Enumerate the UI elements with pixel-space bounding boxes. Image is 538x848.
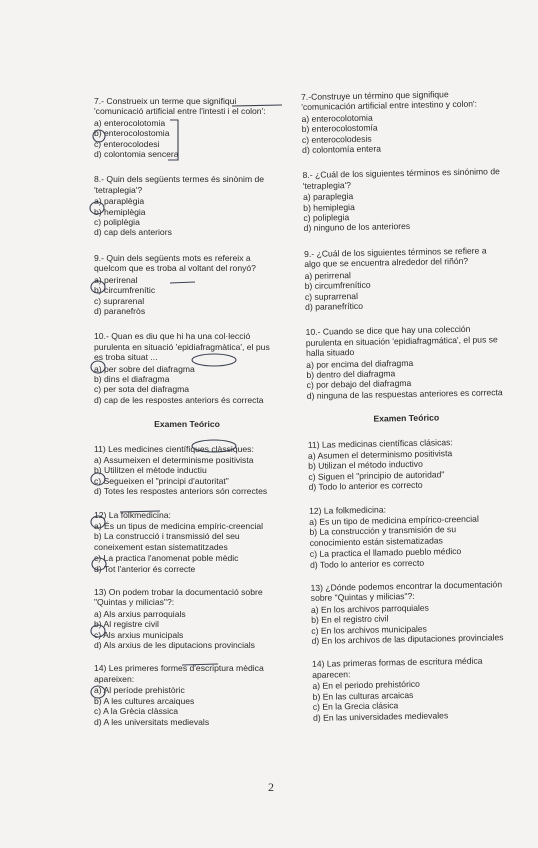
option-b: b) En las culturas arcaicas [312, 689, 414, 702]
option-a: a) per sobre del diafragma [94, 363, 195, 374]
question-text: 11) Les medicines científiques clàssiques: [94, 443, 254, 454]
option-d: d) Todo lo anterior es correcto [308, 479, 423, 493]
option-d: d) paranefrítico [305, 300, 364, 312]
option-c: c) Segueixen el "principi d'autoritat" [94, 475, 229, 486]
option-b: b) enterocolostomía [301, 122, 378, 135]
option-d: d) colontomía entera [302, 143, 382, 156]
option-a: a) enterocolotomia [301, 112, 373, 124]
option-a: a) Al període prehistòric [94, 685, 185, 696]
question-11 [308, 436, 507, 493]
question-text: 9.- ¿Cuál de los siguientes términos se refiere a algo que se encuentra alrededor del riñón? [304, 245, 487, 270]
option-d: d) A les universitats medievals [94, 716, 210, 727]
question-text: 7.-Construye un término que signifique 'comunicación artificial entre intestino y colon': [301, 89, 478, 113]
question-14 [312, 656, 511, 723]
option-a: a) por encima del diafragma [306, 357, 414, 370]
option-b: b) Utilizan el método inductivo [308, 459, 423, 472]
option-d: d) cap dels anteriors [94, 227, 172, 238]
option-a: a) enterocolotomia [94, 117, 166, 128]
question-12 [309, 502, 508, 570]
option-a: a) És un tipus de medicina empíric-creencial [94, 521, 264, 531]
option-c: c) Siguen el "principio de autoridad" [308, 469, 445, 482]
question-text: 10.- Quan es diu que hi ha una col·lecció purulenta en situació 'epidiafragmàtica', el pus es troba situat ... [94, 331, 270, 363]
option-a: a) En los archivos parroquiales [310, 602, 429, 615]
spanish-column [301, 88, 511, 723]
option-b: b) Al registre civil [94, 619, 159, 630]
question-text: 10.- Cuando se dice que hay una colección purulenta en situación 'epidiafragmática', el pus se halla situado [305, 324, 498, 359]
question-14 [94, 663, 280, 726]
option-b: b) circumfrenítico [304, 279, 371, 292]
question-text: 12) La folkmedicina: [94, 509, 171, 520]
option-c: c) por debajo del diafragma [306, 378, 412, 391]
option-d: d) En las universidades medievales [312, 709, 449, 723]
option-a: a) paraplegia [302, 191, 354, 203]
question-text: 8.- Quin dels següents termes és sinònim de 'tetraplegia'? [94, 174, 265, 195]
option-b: b) En el registro civil [311, 613, 389, 626]
option-b: b) dins el diafragma [94, 373, 170, 384]
option-d: d) cap de les respostes anteriors és correcta [94, 394, 264, 405]
catalan-column [94, 96, 280, 727]
question-13 [94, 587, 280, 650]
page-number: 2 [268, 780, 274, 794]
option-a: a) paraplègia [94, 196, 145, 207]
question-text: 7.- Construeix un terme que signifiqui 'comunicació artificial entre l'intesti i el colon': [94, 96, 266, 117]
option-c: c) enterocolodesis [301, 133, 372, 145]
option-b: b) La construcció i transmissió del seu coneixement estan sistematitzades [94, 531, 240, 552]
option-a: a) Es un tipo de medicina empírico-creencial [309, 513, 479, 527]
question-text: 13) ¿Dónde podemos encontrar la documentación sobre "Quintas y milicias"?: [310, 579, 503, 604]
option-c: c) poliplegia [303, 212, 350, 224]
question-text: 11) Las medicinas científicas clásicas: [307, 436, 453, 450]
option-b: b) hemiplègia [94, 206, 146, 217]
option-a: a) perirenal [94, 274, 138, 285]
option-d: d) Totes les respostes anteriors són correctes [94, 486, 268, 497]
option-c: c) A la Grècia clàssica [94, 706, 179, 717]
option-a: a) perirrenal [304, 269, 351, 281]
option-b: b) hemiplegia [303, 201, 355, 213]
option-c: c) poliplègia [94, 217, 140, 228]
option-d: d) Tot l'anterior és correcte [94, 563, 196, 574]
option-d: d) ninguno de los anteriores [303, 221, 411, 234]
option-d: d) Als arxius de les diputacions provincials [94, 640, 255, 651]
question-13 [310, 579, 509, 646]
question-text: 12) La folkmedicina: [308, 504, 387, 516]
option-b: b) A les cultures arcaiques [94, 695, 195, 706]
question-10 [306, 323, 505, 401]
option-c: c) La practica l'anomenat poble mèdic [94, 553, 239, 564]
question-8 [303, 167, 502, 234]
question-7 [94, 96, 280, 159]
question-8 [94, 174, 280, 237]
option-d: d) En los archivos de las diputaciones provinciales [311, 632, 504, 646]
option-d: d) Todo lo anterior es correcto [309, 557, 425, 570]
option-c: c) enterocolodesi [94, 138, 160, 149]
option-c: c) per sota del diafragma [94, 384, 190, 395]
question-7 [301, 88, 500, 155]
option-b: b) circumfrenític [94, 285, 156, 296]
option-d: d) ninguna de las respuestas anteriores es correcta [306, 386, 503, 401]
option-c: c) La practica el llamado pueblo médico [309, 546, 462, 560]
option-b: b) dentro del diafragma [306, 368, 396, 380]
option-b: b) La construcción y transmisión de su conocimiento están sistematizadas [309, 524, 457, 548]
question-9 [94, 253, 280, 316]
option-c: c) Als arxius municipals [94, 629, 184, 640]
question-text: 13) On podem trobar la documentació sobre "Quintas y milicias"?: [94, 587, 263, 608]
option-c: c) suprarrenal [304, 290, 359, 302]
question-text: 8.- ¿Cuál de los siguientes términos es sinónimo de 'tetraplegia'? [302, 166, 500, 191]
option-d: d) paranefròs [94, 305, 146, 316]
option-c: c) En los archivos municipales [311, 623, 428, 636]
question-9 [304, 245, 503, 312]
option-a: a) En el periodo prehistórico [312, 679, 420, 692]
option-a: a) Assumeixen el determinisme positivista [94, 454, 254, 465]
question-10 [94, 331, 280, 405]
question-12 [94, 510, 280, 574]
option-c: c) suprarenal [94, 295, 145, 306]
option-a: a) Als arxius parroquials [94, 608, 186, 619]
option-a: a) Asumen el determinismo positivista [307, 448, 453, 461]
option-d: d) colontomia sencera [94, 149, 179, 160]
option-b: b) Utilitzen el mètode inductiu [94, 465, 207, 476]
option-c: c) En la Grecia clásica [312, 700, 399, 712]
option-b: b) enterocolostomia [94, 128, 170, 139]
exam-section-title: Examen Teórico [154, 419, 220, 430]
question-text: 9.- Quin dels següents mots es refereix a quelcom que es troba al voltant del ronyó? [94, 252, 256, 274]
question-text: 14) Les primeres formes d'escriptura mèdica apareixen: [94, 663, 264, 684]
exam-section-title: Examen Teórico [373, 412, 440, 424]
question-text: 14) Las primeras formas de escritura médica aparecen: [311, 656, 483, 680]
question-11 [94, 444, 280, 497]
